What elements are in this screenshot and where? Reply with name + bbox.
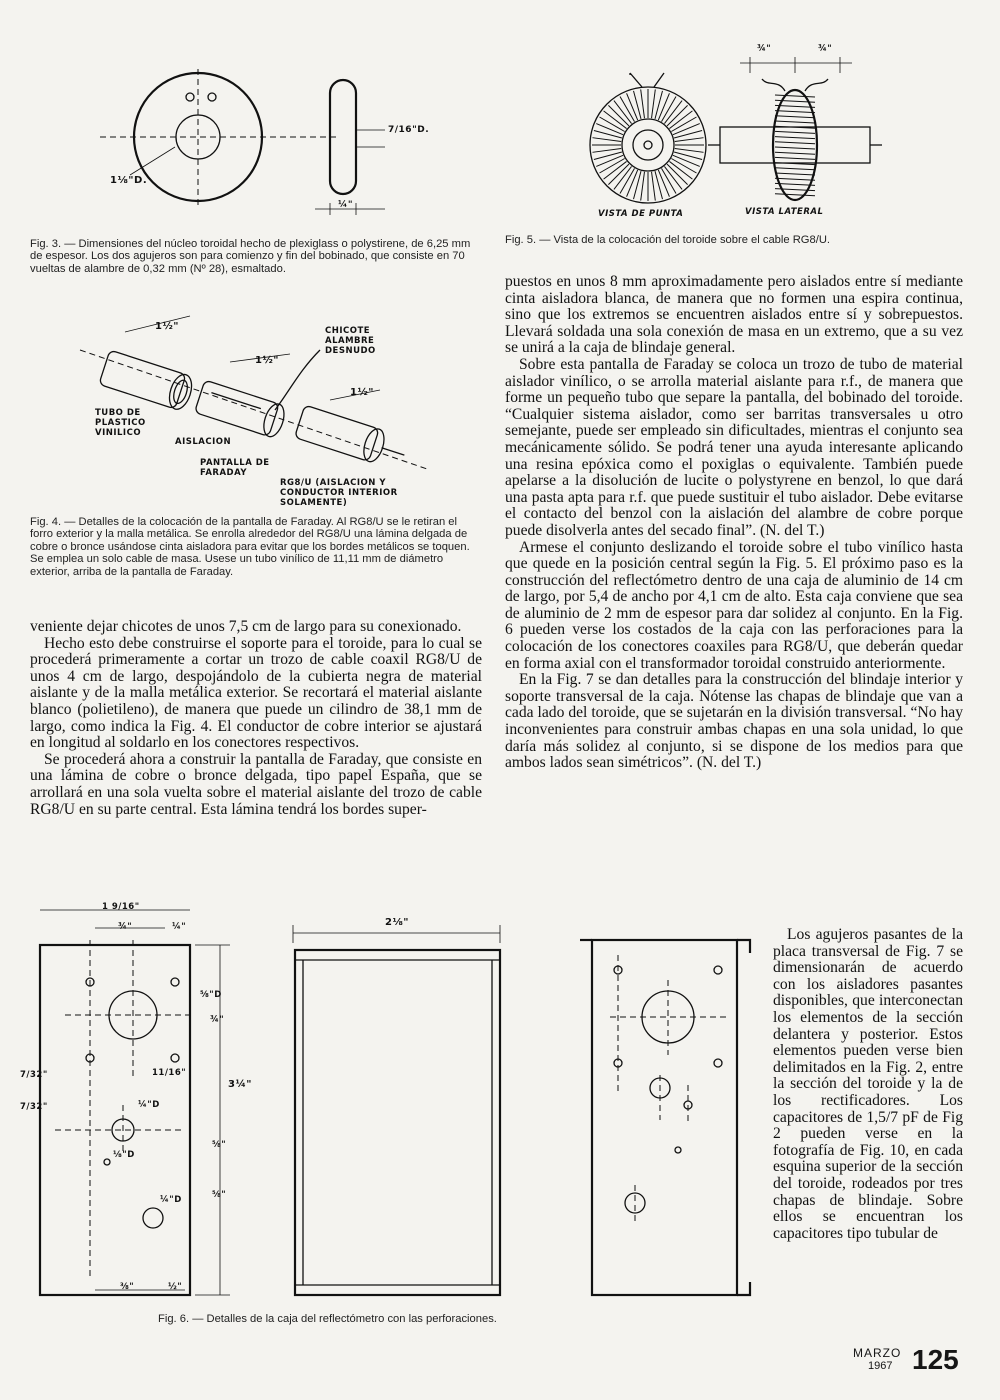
right-paragraph: puestos en unos 8 mm aproximadamente pero aislados entre sí mediante cinta aisladora blanca, de manera que no formen una espira continua, sino que los extremos se encuentren aislados entre sí y sobrepuestos. Llevará soldada una sola conexión de masa en un extremo, que a su vez se unirá a la caja de blindaje general. [505,273,963,357]
fig6-dim-bot-b: ½" [168,1282,183,1292]
narrow-column-text [773,927,963,1242]
right-paragraph: En la Fig. 7 se dan detalles para la construcción del blindaje interior y soporte transversal de la caja. Nótense las chapas de blindaje que van a cada lado del toroide, que se sujetarán en la división transversal. “No hay inconvenientes para construir ambas chapas en una sola unidad, lo que daría más solidez al conjunto, si se dispone de los medios para que ambos lados sean simétricos”. (N. del T.) [505,671,963,772]
right-column-text [505,274,963,772]
fig3-drawing [100,75,490,225]
fig6-dim-width: 1 9/16" [102,902,140,912]
fig6-dim-s2: ⅝" [212,1190,227,1200]
fig6-dim-wb: ¼" [172,922,187,932]
fig4-label-chicote: CHICOTE ALAMBRE DESNUDO [325,326,376,356]
fig4-caption: Fig. 4. — Detalles de la colocación de la pantalla de Faraday. Al RG8/U se le retiran el forro exterior y la malla metálica. Se enrolla alrededor del RG8/U una lámina delgada de cobre o bronce usándose cinta aisladora para evitar que los bordes metálicos se toquen. Se emplea un solo cable de masa. Usese un tubo vinílico de 11,11 mm de diámetro exterior, arriba de la pantalla de Faraday. [30,516,470,578]
fig6-dim-spacing: ¾" [210,1015,225,1025]
left-paragraph: Se procederá ahora a construir la pantalla de Faraday, que consiste en una lámina de cobre o bronce delgada, tipo papel España, que se arrollará en una sola vuelta sobre el material aislante del trozo de cable RG8/U en su parte central. Esta lámina tendrá los bordes super- [30,750,482,818]
fig5-dim-right: ¾" [818,44,833,54]
left-paragraph: veniente dejar chicotes de unos 7,5 cm de largo para su conexionado. [30,618,462,635]
fig6-dim-height: 3¼" [228,1079,253,1090]
right-paragraph: Sobre esta pantalla de Faraday se coloca un trozo de tubo de material aislador vinílico, o se arrolla material aislante para r.f., de manera que forme un pequeño tubo que separe la pantalla, del bobinado del toroide. “Cualquier sistema aislador, como ser barritas transversales u otro semejante, puede ser empleado sin dificultades, mientras el conjunto sea mecánicamente sólido. Se podrá tener una ayuda interesante aplicando una resina epóxica como el poxiglas o equivalente. También puede apelarse a la disolución de lucite o polystyrene en benzol, lo que dará una pasta apta para r.f. que puede sustituir el tubo aislador. Debe evitarse el contacto del benzol con la aislación del alambre de cobre porque puede disolverla antes del secado final”. (N. del T.) [505,355,963,539]
fig6-dim-hole-big: ⅝"D [200,990,222,1000]
fig6-dim-side-a: 7/32" [20,1070,48,1080]
page-number: 125 [912,1344,959,1375]
left-column-text [30,619,482,818]
fig6-right-panel [580,925,760,1315]
fig6-dim-h1: ¼"D [138,1100,160,1110]
fig6-dim-bot-a: ⅜" [120,1282,135,1292]
fig6-dim-mid-width: 2⅛" [385,917,410,928]
footer-month: MARZO [853,1346,902,1360]
fig3-caption: Fig. 3. — Dimensiones del núcleo toroidal hecho de plexiglass o polystirene, de 6,25 mm de espesor. Los dos agujeros son para comienzo y fin del bobinado, que consiste en 70 vueltas de alambre de 0,32 mm (Nº 28), esmaltado. [30,238,471,275]
fig5-dim-left: ¾" [757,44,772,54]
fig6-caption: Fig. 6. — Detalles de la caja del reflectómetro con las perforaciones. [158,1313,497,1325]
left-paragraph: Hecho esto debe construirse el soporte para el toroide, para lo cual se procederá primeramente a cortar un trozo de cable coaxil RG8/U de unos 4 cm de largo, despojándolo de la cubierta negra de material aislante y de la malla metálica exterior. Se recortará el material aislante blanco (polietileno), de manera que puede un cilindro de 38,1 mm de largo, como indica la Fig. 4. El conductor de cobre interior se ajustará en longitud al soldarlo en los conectores respectivos. [30,634,482,752]
fig6-dim-gap: 11/16" [152,1068,187,1078]
fig3-dim-diameter: 1⅛"D. [110,175,148,186]
fig6-dim-h3: ¼"D [160,1195,182,1205]
fig5-drawing [590,45,880,215]
fig4-dim-3: 1½" [350,387,375,398]
fig6-dim-wa: ¾" [118,922,133,932]
fig3-dim-hole: 7/16"D. [388,125,430,135]
narrow-paragraph: Los agujeros pasantes de la placa transversal de Fig. 7 se dimensionarán de acuerdo con los aisladores pasantes disponibles, que interconectan los elementos de la sección delantera y posterior. Estos elementos pueden verse bien delimitados en la Fig. 2, entre la sección del toroide y la de los rectificadores. Los capacitores de 1,5/7 pF de Fig 2 pueden verse en la fotografía de Fig. 10, en cada esquina superior de la sección del toroide, rodeados por tres chapas de blindaje. Sobre ellos se encuentran los capacitores tipo tubular de [773,926,963,1242]
fig6-dim-h2: ⅛"D [113,1150,135,1160]
fig5-caption: Fig. 5. — Vista de la colocación del toroide sobre el cable RG8/U. [505,234,831,246]
fig4-dim-2: 1½" [255,355,280,366]
fig4-label-aislacion: AISLACION [175,437,232,447]
fig6-dim-side-b: 7/32" [20,1102,48,1112]
fig4-label-rg8: RG8/U (AISLACION Y CONDUCTOR INTERIOR SOLAMENTE) [280,478,398,508]
fig4-drawing [90,310,460,500]
fig6-middle-panel [285,925,515,1310]
footer-year: 1967 [868,1360,893,1372]
fig4-label-tubo: TUBO DE PLASTICO VINILICO [95,408,146,438]
fig4-label-pantalla: PANTALLA DE FARADAY [200,458,270,478]
fig3-dim-thick: ¼" [338,200,354,210]
fig5-view-side: VISTA LATERAL [745,207,824,217]
fig4-dim-1: 1½" [155,321,180,332]
right-paragraph: Armese el conjunto deslizando el toroide sobre el tubo vinílico hasta que quede en la posición central según la Fig. 5. El próximo paso es la construcción del reflectómetro dentro de una caja de aluminio de 14 cm de largo, por 5,4 de ancho por 4,1 cm de alto. Esta caja conviene que sea de aluminio de 2 mm de espesor para dar solidez al conjunto. En la Fig. 6 pueden verse los costados de la caja con las perforaciones para la colocación de los conectores coaxiles para RG8/U, que deberán quedar en forma axial con el transformador toroidal construido anteriormente. [505,538,963,672]
fig6-dim-s1: ⅝" [212,1140,227,1150]
fig5-view-front: VISTA DE PUNTA [598,209,684,219]
